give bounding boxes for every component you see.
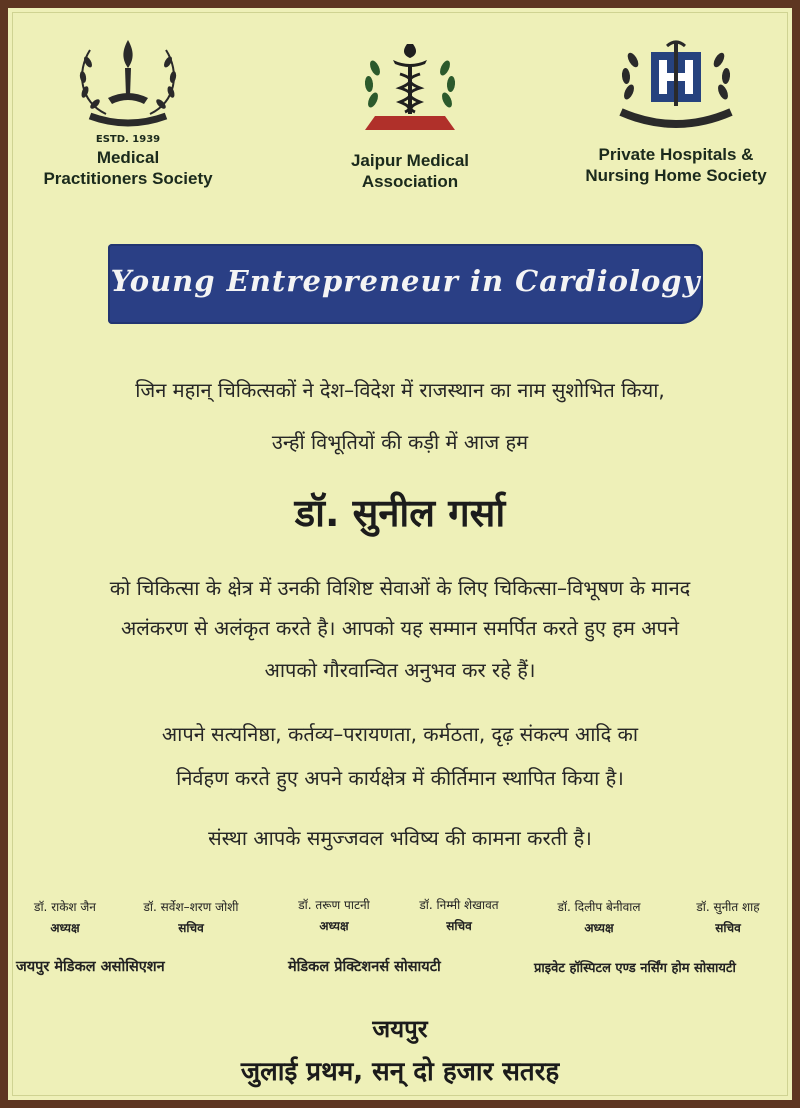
signatory-role: अध्यक्ष [584, 921, 614, 935]
signatory-name: डॉ. राकेश जैन [34, 900, 96, 914]
org-name-line: Nursing Home Society [585, 166, 767, 185]
body-line: को चिकित्सा के क्षेत्र में उनकी विशिष्ट सेवाओं के लिए चिकित्सा–विभूषण के मानद [109, 576, 691, 600]
body-line: संस्था आपके समुज्जवल भविष्य की कामना करती है। [208, 826, 592, 850]
signatory-role: सचिव [446, 919, 472, 933]
org-name [290, 150, 530, 192]
body-line: निर्वहण करते हुए अपने कार्यक्षेत्र में कीर्तिमान स्थापित किया है। [176, 766, 624, 790]
body-line: आपको गौरवान्वित अनुभव कर रहे हैं। [264, 658, 536, 682]
signatory [10, 898, 120, 936]
org-name-hindi: मेडिकल प्रेक्टिशनर्स सोसायटी [288, 959, 441, 975]
signatory-role: अध्यक्ष [319, 919, 349, 933]
medical-practitioners-society-logo [8, 32, 248, 189]
signatory [670, 898, 786, 936]
signatory-name: डॉ. सर्वेश–शरण जोशी [143, 900, 239, 914]
body-line: आपने सत्यनिष्ठा, कर्तव्य–परायणता, कर्मठता, दृढ़ संकल्प आदि का [161, 722, 639, 746]
body-line: अलंकरण से अलंकृत करते है। आपको यह सम्मान समर्पित करते हुए हम अपने [120, 616, 680, 640]
body-line: उन्हीं विभूतियों की कड़ी में आज हम [271, 430, 529, 454]
org-name-line: Jaipur Medical [350, 151, 470, 170]
private-hospitals-society-logo [556, 32, 796, 186]
signatory-name: डॉ. सुनीत शाह [696, 900, 760, 914]
signatory [274, 896, 394, 934]
signatory [534, 898, 664, 936]
signatory-name: डॉ. निम्मी शेखावत [419, 898, 499, 912]
hospital-h-emblem-icon [601, 32, 751, 142]
org-name [556, 144, 796, 186]
torch-emblem-icon [68, 32, 188, 132]
footer-date: जुलाई प्रथम, सन् दो हजार सतरह [240, 1057, 560, 1087]
signatory [394, 896, 524, 934]
signatory-role: सचिव [178, 921, 204, 935]
org-name [8, 147, 248, 189]
signatory-name: डॉ. तरूण पाटनी [298, 898, 370, 912]
honoree-name: डॉ. सुनील गर्सा [294, 491, 506, 535]
footer-city: जयपुर [372, 1015, 428, 1043]
org-name-line: Medical [96, 148, 160, 167]
signatory [116, 898, 266, 936]
award-title: Young Entrepreneur in Cardiology [110, 264, 701, 298]
body-line: जिन महान् चिकित्सकों ने देश–विदेश में राजस्थान का नाम सुशोभित किया, [135, 378, 665, 402]
org-name-hindi: जयपुर मेडिकल असोसिएशन [16, 959, 165, 975]
org-name-line: Association [361, 172, 459, 191]
award-title-banner [108, 244, 703, 324]
estd-label: ESTD. 1939 [95, 134, 161, 145]
org-name-line: Private Hospitals & [598, 145, 754, 164]
jaipur-medical-association-logo [290, 38, 530, 192]
signatory-role: अध्यक्ष [50, 921, 80, 935]
org-name-hindi: प्राइवेट हॉस्पिटल एण्ड नर्सिंग होम सोसायटी [534, 961, 736, 976]
signatory-name: डॉ. दिलीप बेनीवाल [557, 900, 641, 914]
signatory-role: सचिव [715, 921, 741, 935]
caduceus-lamp-emblem-icon [345, 38, 475, 148]
org-name-line: Practitioners Society [43, 169, 213, 188]
